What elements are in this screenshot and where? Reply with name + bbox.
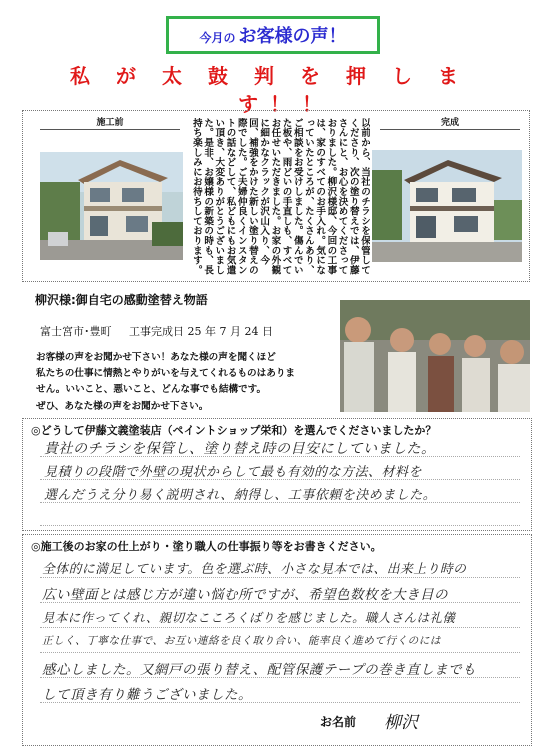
city: 富士宮市･豊町 <box>40 325 112 338</box>
headline-line-1: 私が太鼓判を押しま <box>70 64 484 88</box>
q2-answer-line: 感心しました。又網戸の張り替え、配管保護テープの巻き直しまでも <box>42 662 477 678</box>
answer-rule <box>40 652 520 653</box>
title-prefix: 今月の <box>199 30 236 45</box>
headline-line-2: す！！ <box>238 92 334 116</box>
intro-line: 私たちの仕事に情熱とやりがいを与えてくれるものはありま <box>36 368 296 380</box>
before-caption: 施工前 <box>40 115 180 130</box>
page-title: お客様の声！ <box>238 26 347 47</box>
answer-rule <box>40 627 520 628</box>
location-line <box>40 323 287 339</box>
q1-answer-line: 選んだうえ分り易く説明され、納得し、工事依頼を決めました。 <box>44 488 437 503</box>
q2-answer-line: 正しく、丁寧な仕事で、お互い連絡を良く取り合い、能率良く進めて行くのには <box>42 635 441 647</box>
completion-date: 工事完成日 25 年 7 月 24 日 <box>129 325 273 338</box>
q1-answer-line: 貴社のチラシを保管し、塗り替え時の目安にしていました。 <box>44 441 436 457</box>
answer-rule <box>40 577 520 578</box>
intro-line: ぜひ、あなた様の声をお聞かせ下さい。 <box>36 400 209 412</box>
q2-answer-line: 見本に作ってくれ、親切なこころくばりを感じました。職人さんは礼儀 <box>42 610 456 625</box>
q2-answer-line: して頂き有り難うございました。 <box>42 687 252 703</box>
q2-answer-line: 全体的に満足しています。色を選ぶ時、小さな見本では、出来上り時の <box>42 562 467 577</box>
intro-line: お客様の声をお聞かせ下さい！あなた様の声を聞くほど <box>36 352 276 363</box>
intro-text <box>36 350 336 415</box>
question-1-title: ◎どうして伊藤文義塗装店（ペイントショップ栄和）を選んでくださいましたか？ <box>31 424 437 437</box>
question-2-title: ◎施工後のお家の仕上がり・塗り職人の仕事振り等をお書きください。 <box>31 540 382 553</box>
staff-photo <box>340 300 530 412</box>
section-title: 柳沢様:御自宅の感動塗替え物語 <box>35 293 208 307</box>
q1-answer-line: 見積りの段階で外壁の現状からして最も有効的な方法、材料を <box>44 465 423 480</box>
story-vertical-text: 以前から、当社のチラシを保管してくださり、次の塗り替えでは、伊藤さんにと、お心を決めてくださっておりました。柳沢様邸、今回の工事は、家のすべてのお手入れ。気になっていたところが、たくさんあり、ご相談をお受けしました。傷んでいた板や、雨どいの手直しも、すべてお任せいただきました。お家の外観に細かなクラックが沢山入り、今回、補強をかけた新しい塗り替えの際でした。ご夫婦仲良くインスタントの話などして、私どもにもお気遣い頂き、大変ありがとうございました。是非、お嬢様の新築の時も、長持ち楽しみにお待ちしております。 <box>190 118 370 275</box>
before-photo <box>40 152 183 260</box>
answer-rule <box>40 525 520 526</box>
after-photo <box>372 150 522 262</box>
q2-answer-line: 広い壁面とは感じ方が違い悩む所ですが、希望色数枚を大き目の <box>42 587 448 603</box>
intro-line: せん。いいこと、悪いこと、どんな事でも結構です。 <box>36 384 267 396</box>
name-label: お名前 <box>320 715 357 729</box>
after-caption: 完成 <box>380 115 520 130</box>
title-box <box>166 16 380 54</box>
signature-name: 柳沢 <box>384 713 418 733</box>
